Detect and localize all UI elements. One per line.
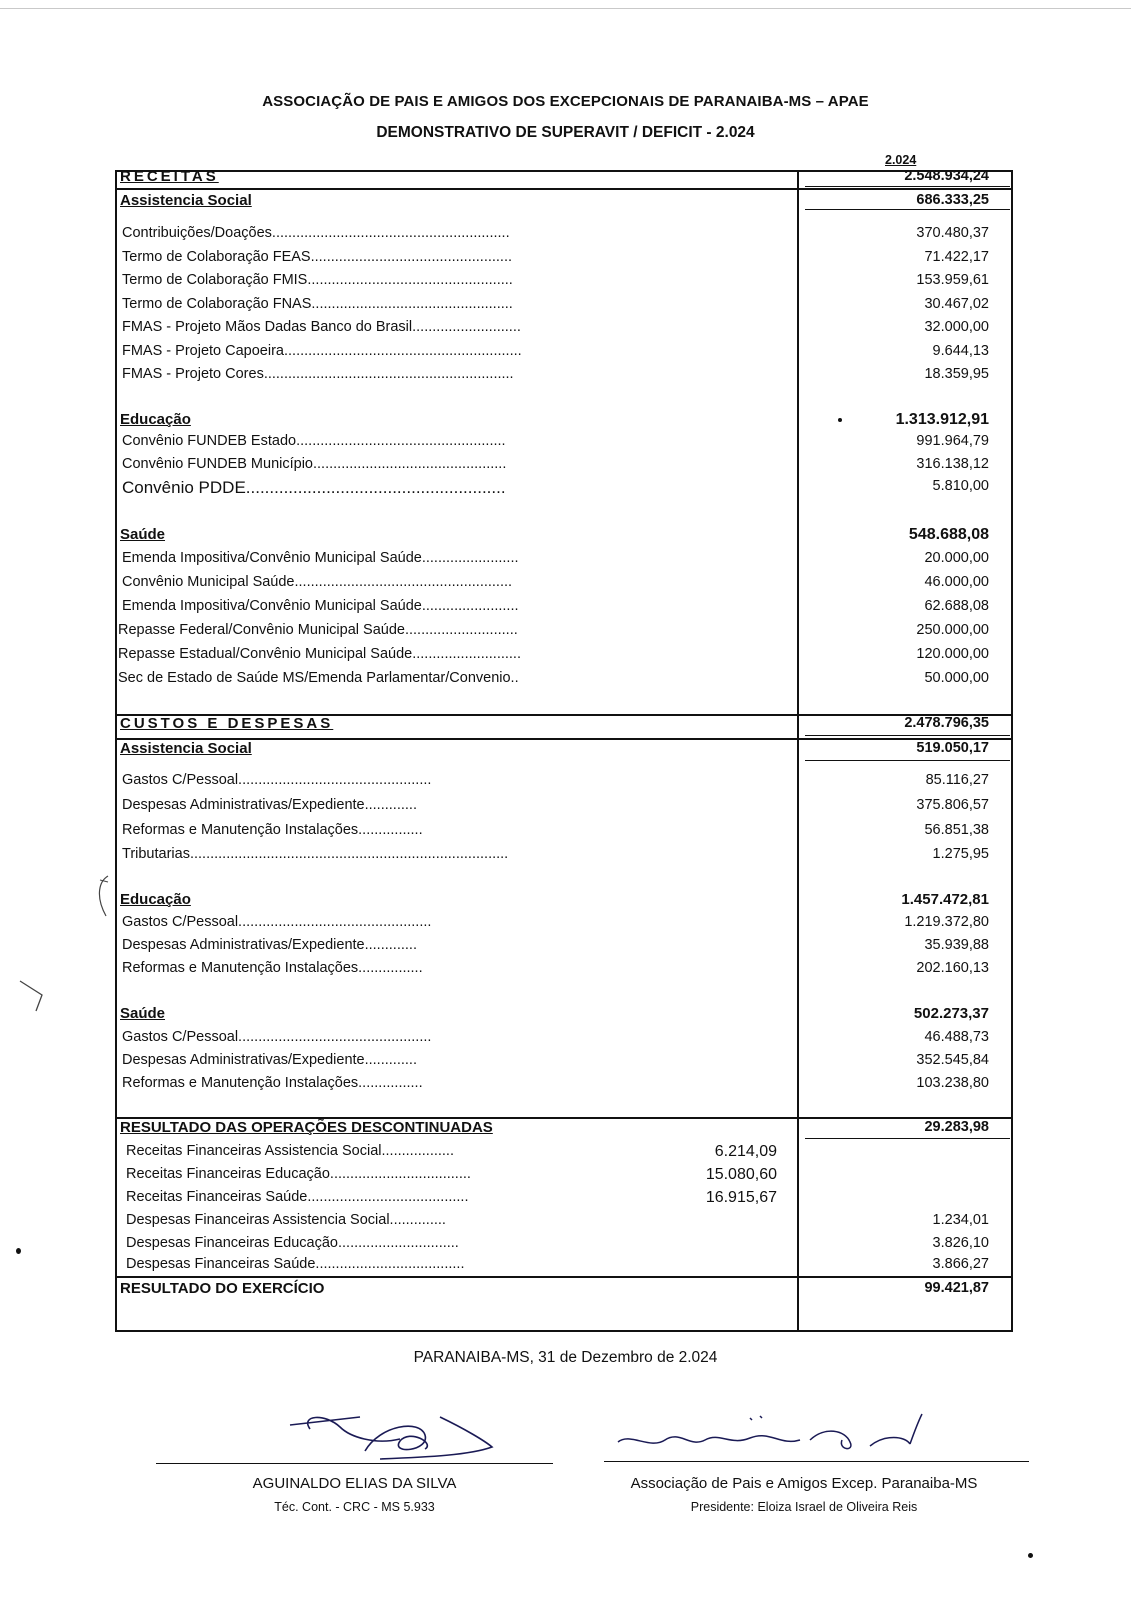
signature-line	[604, 1461, 1029, 1462]
line-label: Sec de Estado de Saúde MS/Emenda Parlamentar/Convenio..	[118, 670, 519, 686]
line-value: 202.160,13	[916, 960, 989, 976]
receitas-educacao-row	[115, 411, 1013, 433]
line-value-mid: 16.915,67	[705, 1189, 777, 1206]
line-label: Convênio Municipal Saúde......................................................	[122, 574, 513, 590]
subsection-label: Saúde	[120, 526, 166, 543]
line-label: Tributarias...............................................................................	[122, 846, 509, 862]
line-label: Termo de Colaboração FEAS..................................................	[122, 249, 513, 265]
section-label: RESULTADO DAS OPERAÇÕES DESCONTINUADAS	[120, 1119, 493, 1136]
line-label: Despesas Financeiras Saúde.....................................	[126, 1256, 465, 1272]
line-value: 30.467,02	[924, 296, 989, 312]
custos-assistencia-row	[115, 740, 1013, 762]
line-value-mid: 6.214,09	[714, 1143, 777, 1160]
table-row	[115, 1029, 1013, 1051]
line-label: Reformas e Manutenção Instalações................	[122, 1075, 423, 1091]
line-value: 1.234,01	[932, 1212, 989, 1228]
receitas-header-row	[115, 168, 1013, 190]
custos-educacao-row	[115, 891, 1013, 913]
subsection-label: Educação	[120, 411, 191, 428]
signer-name: AGUINALDO ELIAS DA SILVA	[252, 1475, 457, 1492]
line-label: Receitas Financeiras Educação...................................	[126, 1166, 471, 1182]
line-value: 35.939,88	[924, 937, 989, 953]
line-label: Despesas Administrativas/Expediente.............	[122, 797, 417, 813]
signer-name: Associação de Pais e Amigos Excep. Paranaiba-MS	[630, 1475, 978, 1492]
line-value: 153.959,61	[916, 272, 989, 288]
line-value: 3.826,10	[932, 1235, 989, 1251]
signature-line	[156, 1463, 553, 1464]
subsection-total: 548.688,08	[908, 526, 989, 543]
line-label: Emenda Impositiva/Convênio Municipal Saúde........................	[122, 598, 519, 614]
table-row	[115, 846, 1013, 868]
table-row	[115, 914, 1013, 936]
line-value: 352.545,84	[916, 1052, 989, 1068]
table-row	[115, 1052, 1013, 1074]
table-row	[115, 1189, 1013, 1211]
line-value: 5.810,00	[932, 478, 989, 494]
section-total: 2.548.934,24	[904, 168, 989, 184]
table-row	[115, 1166, 1013, 1188]
table-row	[115, 960, 1013, 982]
line-label: Convênio FUNDEB Estado....................................................	[122, 433, 506, 449]
table-row	[115, 772, 1013, 794]
subsection-total: 686.333,25	[916, 192, 989, 208]
line-label: Despesas Administrativas/Expediente.............	[122, 937, 417, 953]
line-label: Contribuições/Doações...........................................................	[122, 225, 510, 241]
table-row	[115, 456, 1013, 478]
year-column-header: 2.024	[885, 153, 917, 167]
line-value: 316.138,12	[916, 456, 989, 472]
signature-2	[610, 1410, 940, 1460]
table-row	[115, 433, 1013, 455]
line-value: 120.000,00	[916, 646, 989, 662]
signer-role: Téc. Cont. - CRC - MS 5.933	[274, 1500, 435, 1514]
subsection-total: 502.273,37	[913, 1005, 989, 1022]
receitas-saude-row	[115, 526, 1013, 548]
signer-role: Presidente: Eloiza Israel de Oliveira Reis	[690, 1500, 918, 1514]
table-row	[115, 225, 1013, 247]
line-value: 71.422,17	[924, 249, 989, 265]
section-label: RECEITAS	[120, 168, 219, 185]
line-value: 250.000,00	[916, 622, 989, 638]
scan-speck	[1028, 1553, 1033, 1558]
line-label: Despesas Financeiras Educação..............................	[126, 1235, 459, 1251]
section-total: 29.283,98	[924, 1119, 989, 1135]
line-value: 46.488,73	[924, 1029, 989, 1045]
table-row	[115, 937, 1013, 959]
line-value: 32.000,00	[924, 319, 989, 335]
line-value: 370.480,37	[916, 225, 989, 241]
table-row	[115, 343, 1013, 365]
margin-mark	[90, 872, 120, 922]
line-label: Convênio PDDE.......................................................	[122, 478, 506, 497]
line-label: Receitas Financeiras Saúde........................................	[126, 1189, 469, 1205]
subsection-label: Educação	[120, 891, 191, 908]
table-row	[115, 272, 1013, 294]
subsection-label: Assistencia Social	[120, 192, 252, 209]
line-label: Gastos C/Pessoal................................................	[122, 1029, 432, 1045]
subsection-label: Assistencia Social	[120, 740, 252, 757]
table-row	[115, 319, 1013, 341]
table-row	[115, 574, 1013, 596]
resultado-row	[115, 1280, 1013, 1302]
table-row	[115, 822, 1013, 844]
table-row	[115, 598, 1013, 620]
line-label: FMAS - Projeto Mãos Dadas Banco do Brasil...........................	[122, 319, 521, 335]
line-label: Repasse Federal/Convênio Municipal Saúde............................	[118, 622, 518, 638]
table-row	[115, 478, 1013, 500]
line-value: 991.964,79	[916, 433, 989, 449]
line-label: Despesas Financeiras Assistencia Social..............	[126, 1212, 446, 1228]
line-value: 20.000,00	[924, 550, 989, 566]
table-row	[115, 296, 1013, 318]
document-subtitle: DEMONSTRATIVO DE SUPERAVIT / DEFICIT - 2.024	[376, 124, 755, 141]
line-value: 103.238,80	[916, 1075, 989, 1091]
line-value: 3.866,27	[932, 1256, 989, 1272]
subsection-total: 519.050,17	[916, 740, 989, 756]
scan-speck	[838, 418, 842, 422]
table-row	[115, 797, 1013, 819]
result-label: RESULTADO DO EXERCÍCIO	[120, 1280, 325, 1297]
table-row	[115, 249, 1013, 271]
descontinuadas-header-row	[115, 1119, 1013, 1141]
line-value: 18.359,95	[924, 366, 989, 382]
line-value: 1.219.372,80	[904, 914, 989, 930]
table-row	[115, 1235, 1013, 1257]
table-row	[115, 1212, 1013, 1234]
line-label: Emenda Impositiva/Convênio Municipal Saúde........................	[122, 550, 519, 566]
line-label: Termo de Colaboração FNAS..................................................	[122, 296, 513, 312]
line-label: Receitas Financeiras Assistencia Social..................	[126, 1143, 454, 1159]
line-label: Despesas Administrativas/Expediente.............	[122, 1052, 417, 1068]
custos-header-row	[115, 715, 1013, 737]
table-row	[115, 622, 1013, 644]
line-value: 1.275,95	[932, 846, 989, 862]
line-label: Repasse Estadual/Convênio Municipal Saúde...........................	[118, 646, 521, 662]
line-label: FMAS - Projeto Capoeira...........................................................	[122, 343, 522, 359]
statement-date: PARANAIBA-MS, 31 de Dezembro de 2.024	[413, 1349, 718, 1366]
line-label: Convênio FUNDEB Município................................................	[122, 456, 507, 472]
document-title: ASSOCIAÇÃO DE PAIS E AMIGOS DOS EXCEPCIONAIS DE PARANAIBA-MS – APAE	[262, 93, 869, 110]
section-total: 2.478.796,35	[904, 715, 989, 731]
scan-speck	[16, 1248, 21, 1254]
table-row	[115, 1075, 1013, 1097]
line-value: 46.000,00	[924, 574, 989, 590]
scan-top-edge	[0, 8, 1131, 9]
result-value: 99.421,87	[924, 1280, 989, 1296]
line-label: Reformas e Manutenção Instalações................	[122, 960, 423, 976]
line-value: 56.851,38	[924, 822, 989, 838]
line-value: 375.806,57	[916, 797, 989, 813]
line-label: Gastos C/Pessoal................................................	[122, 772, 432, 788]
table-row	[115, 1256, 1013, 1278]
signature-1	[280, 1405, 510, 1475]
table-row	[115, 366, 1013, 388]
line-label: Gastos C/Pessoal................................................	[122, 914, 432, 930]
line-label: FMAS - Projeto Cores..............................................................	[122, 366, 514, 382]
line-label: Reformas e Manutenção Instalações................	[122, 822, 423, 838]
table-row	[115, 1143, 1013, 1165]
line-value-mid: 15.080,60	[705, 1166, 777, 1183]
subsection-total: 1.457.472,81	[901, 891, 989, 908]
receitas-assistencia-row	[115, 192, 1013, 214]
table-row	[115, 646, 1013, 668]
line-value: 62.688,08	[924, 598, 989, 614]
section-label: CUSTOS E DESPESAS	[120, 715, 334, 732]
margin-mark	[18, 975, 58, 1015]
line-label: Termo de Colaboração FMIS...................................................	[122, 272, 513, 288]
table-row	[115, 670, 1013, 692]
subsection-total: 1.313.912,91	[895, 411, 989, 428]
line-value: 85.116,27	[925, 772, 989, 788]
line-value: 9.644,13	[932, 343, 989, 359]
line-value: 50.000,00	[924, 670, 989, 686]
subsection-label: Saúde	[120, 1005, 166, 1022]
custos-saude-row	[115, 1005, 1013, 1027]
table-row	[115, 550, 1013, 572]
